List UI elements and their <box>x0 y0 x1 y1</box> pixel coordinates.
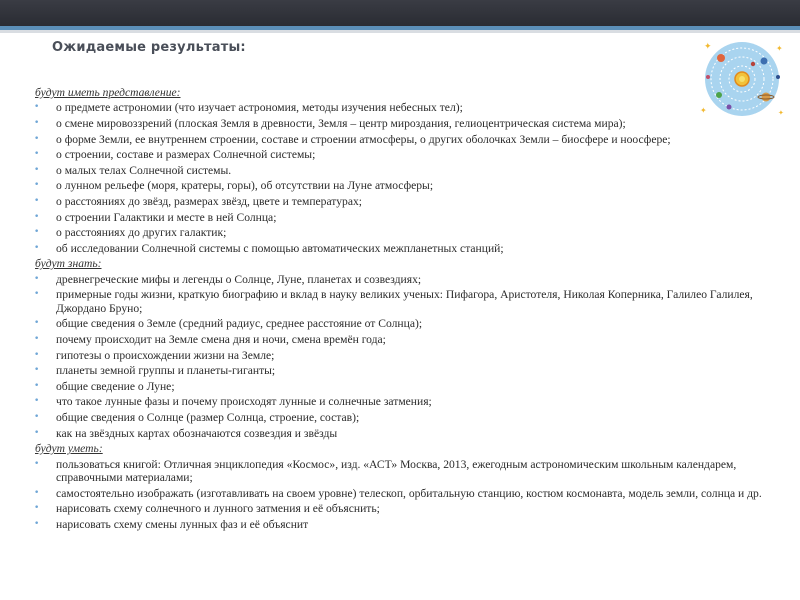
list-item: • нарисовать схему солнечного и лунного затмения и её объяснить; <box>34 502 380 516</box>
list-item: • самостоятельно изображать (изготавливать на своем уровне) телескоп, орбитальную станцию, костюм космонавта, модель земли, солнца и др. <box>34 486 762 500</box>
bullet-icon: • <box>34 318 40 329</box>
bullet-icon: • <box>34 273 40 284</box>
list-item: • древнегреческие мифы и легенды о Солнце, Луне, планетах и созвездиях; <box>34 272 422 286</box>
bullet-icon: • <box>34 227 40 238</box>
bullet-icon: • <box>34 333 40 344</box>
bullet-list <box>32 458 784 532</box>
list-item: • о лунном рельефе (моря, кратеры, горы), об отсутствии на Луне атмосферы; <box>34 179 434 193</box>
svg-text:✦: ✦ <box>700 106 707 115</box>
list-item: • об исследовании Солнечной системы с помощью автоматических межпланетных станций; <box>34 241 504 255</box>
list-item: • общие сведение о Луне; <box>34 379 175 393</box>
bullet-icon: • <box>34 289 40 300</box>
list-item: • о смене мировоззрений (плоская Земля в древности, Земля – центр мироздания, гелиоцентрическая система мира); <box>34 117 626 130</box>
svg-text:✦: ✦ <box>778 109 784 117</box>
bullet-icon: • <box>34 365 40 376</box>
bullet-icon: • <box>34 242 40 253</box>
section-skills <box>32 442 784 531</box>
list-item: • общие сведения о Солнце (размер Солнца, строение, состав); <box>34 410 360 424</box>
list-item: • планеты земной группы и планеты-гиганты; <box>34 364 276 378</box>
section-heading: будут знать: <box>35 257 102 271</box>
bullet-icon: • <box>34 195 40 206</box>
bullet-icon: • <box>34 118 40 128</box>
svg-text:✦: ✦ <box>704 42 712 52</box>
list-item: • о строении, составе и размерах Солнечной системы; <box>34 148 316 162</box>
bullet-icon: • <box>34 211 40 222</box>
bullet-icon: • <box>34 458 40 469</box>
list-item: • нарисовать схему смены лунных фаз и её объяснит <box>34 517 309 531</box>
bullet-icon: • <box>34 411 40 422</box>
list-item: • примерные годы жизни, краткую биографию и вклад в науку великих ученых: Пифагора, Аристотеля, Николая Коперника, Галилео Галилея, Джордано Бруно; <box>34 288 753 315</box>
list-item: • почему происходит на Земле смена дня и ночи, смена времён года; <box>34 332 386 346</box>
top-bar <box>0 0 800 26</box>
section-heading: будут иметь представление: <box>35 86 181 99</box>
bullet-icon: • <box>34 487 40 498</box>
bullet-icon: • <box>34 503 40 514</box>
list-item: • пользоваться книгой: Отличная энциклопедия «Космос», изд. «АСТ» Москва, 2013, ежегодным астрономическим школьным календарем, справочными материалами; <box>34 457 737 484</box>
list-item: • о строении Галактики и месте в ней Солнца; <box>34 210 277 224</box>
bullet-icon: • <box>34 380 40 391</box>
list-item: • о малых телах Солнечной системы. <box>34 163 232 177</box>
list-item: • о форме Земли, ее внутреннем строении, составе и строении атмосферы, о других оболочках Земли – биосфере и ноосфере; <box>34 132 671 146</box>
list-item: • о расстояниях до звёзд, размерах звёзд, цвете и температурах; <box>34 194 362 208</box>
bullet-icon: • <box>34 180 40 191</box>
section-representation <box>32 86 784 255</box>
bullet-icon: • <box>34 518 40 529</box>
top-bar-shadow <box>0 30 800 33</box>
list-item: • о расстояниях до других галактик; <box>34 226 227 240</box>
list-item: • о предмете астрономии (что изучает астрономия, методы изучения небесных тел); <box>34 101 463 115</box>
bullet-icon: • <box>34 164 40 175</box>
bullet-icon: • <box>34 102 40 113</box>
slide-title: Ожидаемые результаты: <box>52 40 246 55</box>
bullet-list <box>32 101 784 255</box>
section-heading: будут уметь: <box>35 442 103 456</box>
bullet-list <box>32 273 784 440</box>
expected-results-content <box>32 86 784 533</box>
section-know <box>32 257 784 440</box>
list-item: • гипотезы о происхождении жизни на Земле; <box>34 348 275 362</box>
bullet-icon: • <box>34 149 40 160</box>
bullet-icon: • <box>34 349 40 360</box>
list-item: • как на звёздных картах обозначаются созвездия и звёзды <box>34 426 338 440</box>
svg-text:✦: ✦ <box>776 44 783 53</box>
bullet-icon: • <box>34 396 40 407</box>
bullet-icon: • <box>34 133 40 144</box>
list-item: • что такое лунные фазы и почему происходят лунные и солнечные затмения; <box>34 395 432 409</box>
bullet-icon: • <box>34 427 40 438</box>
list-item: • общие сведения о Земле (средний радиус, среднее расстояние от Солнца); <box>34 317 423 331</box>
